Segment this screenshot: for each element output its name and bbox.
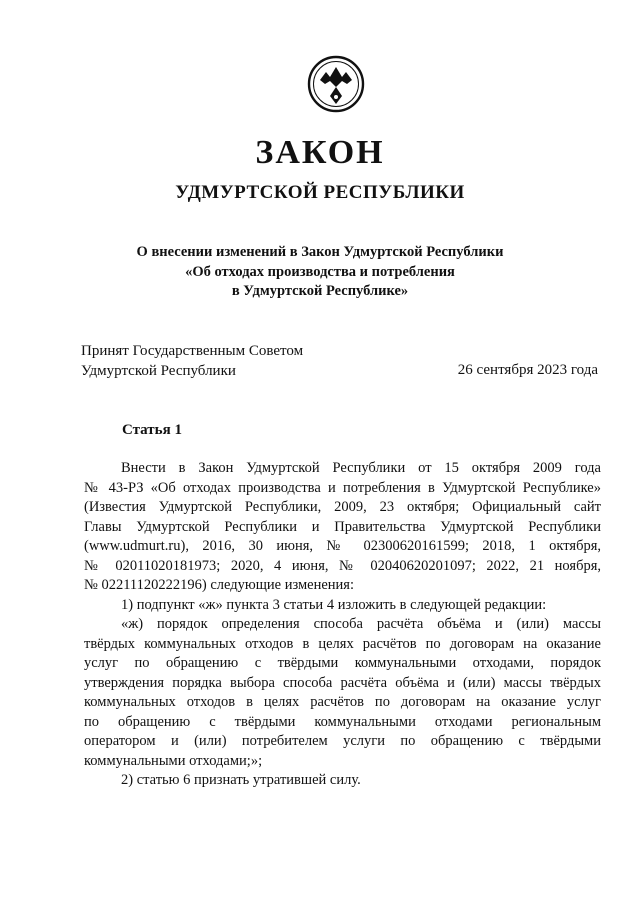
adoption-date: 26 сентября 2023 года bbox=[457, 362, 598, 378]
coat-of-arms-emblem bbox=[306, 54, 366, 114]
adoption-line: Удмуртской Республики bbox=[81, 362, 236, 379]
document-title: ЗАКОН bbox=[255, 134, 385, 171]
adoption-line: Принят Государственным Советом bbox=[81, 343, 304, 359]
paragraph-line: утверждения порядка выбора способа расчёта объёма и (или) массы твёрдых bbox=[84, 674, 601, 691]
heading-line: в Удмуртской Республике» bbox=[231, 283, 409, 299]
paragraph-line: твёрдых коммунальных отходов в целях расчётов по договорам на оказание bbox=[84, 635, 601, 652]
paragraph-line: № 02211120222196) следующие изменения: bbox=[84, 577, 355, 593]
paragraph-line: оператором и (или) потребителем услуги по обращению с твёрдыми bbox=[84, 733, 601, 749]
paragraph-line: (www.udmurt.ru), 2016, 30 июня, № 02300620161599; 2018, 1 октября, bbox=[84, 538, 601, 554]
paragraph-line: «ж) порядок определения способа расчёта объёма и (или) массы bbox=[121, 616, 601, 632]
paragraph-line: Внести в Закон Удмуртской Республики от 15 октября 2009 года bbox=[121, 460, 601, 476]
document-subtitle: УДМУРТСКОЙ РЕСПУБЛИКИ bbox=[175, 182, 465, 203]
paragraph-line: № 02011020181973; 2020, 4 июня, № 02040620201097; 2022, 21 ноября, bbox=[84, 557, 601, 574]
heading-line: «Об отходах производства и потребления bbox=[185, 263, 455, 280]
paragraph-line: (Известия Удмуртской Республики, 2009, 23 октября; Официальный сайт bbox=[84, 499, 601, 515]
article-title: Статья 1 bbox=[122, 422, 182, 438]
law-heading bbox=[0, 243, 640, 302]
paragraph-line: 2) статью 6 признать утратившей силу. bbox=[121, 772, 361, 788]
paragraph-line: коммунальными отходами;»; bbox=[84, 752, 263, 769]
paragraph-line: услуг по обращению с твёрдыми коммунальными отходами, порядок bbox=[84, 655, 601, 671]
paragraph-line: 1) подпункт «ж» пункта 3 статьи 4 изложить в следующей редакции: bbox=[121, 596, 547, 613]
heading-line: О внесении изменений в Закон Удмуртской Республики bbox=[136, 244, 504, 260]
paragraph-line: коммунальных отходов в целях расчётов по договорам на оказание услуг bbox=[84, 694, 601, 710]
paragraph-line: № 43-РЗ «Об отходах производства и потребления в Удмуртской Республике» bbox=[84, 479, 601, 496]
paragraph-line: Главы Удмуртской Республики и Правительства Удмуртской Республики bbox=[84, 518, 601, 535]
paragraph-line: по обращению с твёрдыми коммунальными отходами региональным bbox=[84, 713, 601, 730]
adoption-authority bbox=[81, 342, 303, 381]
article-body bbox=[84, 459, 601, 791]
